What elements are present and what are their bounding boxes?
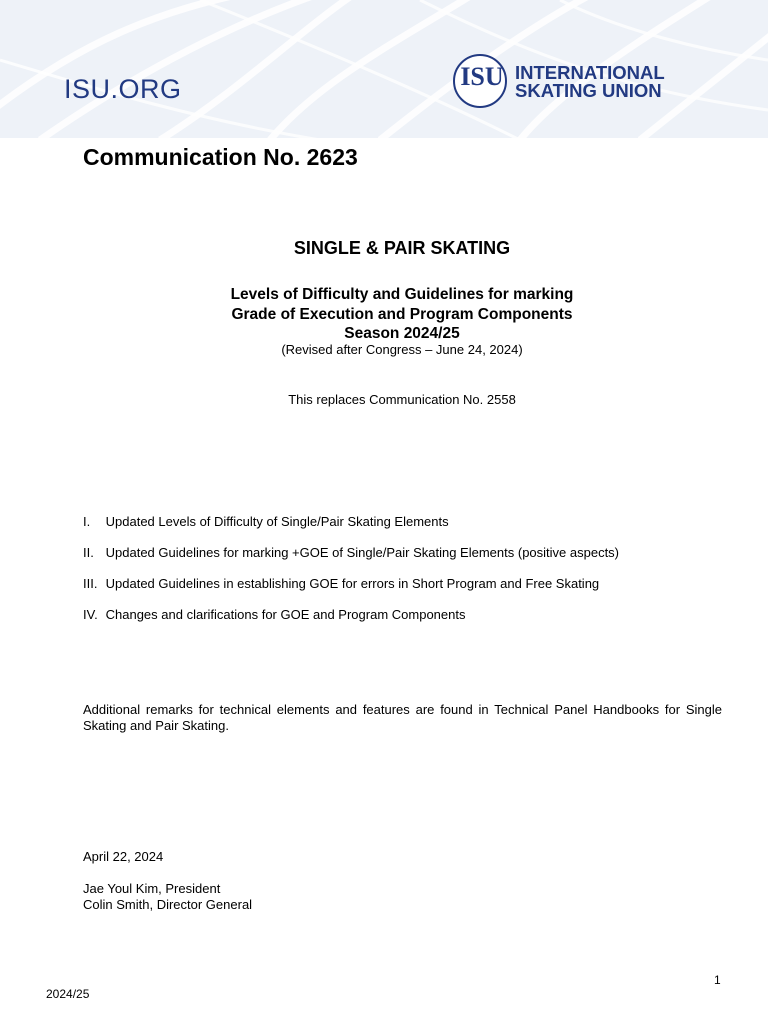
page-number: 1 [714,973,721,987]
additional-remarks: Additional remarks for technical elements and features are found in Technical Panel Handbooks for Single Skating and Pair Skating. [83,702,722,733]
contents-item-text: Updated Guidelines for marking +GOE of Single/Pair Skating Elements (positive aspects) [105,545,620,560]
site-link[interactable]: ISU.ORG [64,74,182,104]
contents-item-text: Updated Levels of Difficulty of Single/Pair Skating Elements [105,514,449,529]
isu-emblem-mark: ISU [460,62,504,91]
contents-item-number: IV. [83,607,98,622]
logo-line-1: INTERNATIONAL [515,62,665,83]
subtitle-season: Season 2024/25 [344,325,460,342]
footer-season: 2024/25 [46,987,90,1001]
communication-title: Communication No. 2623 [83,144,358,170]
logo-line-2: SKATING UNION [515,80,662,101]
contents-item [83,607,723,638]
signatories [83,881,252,913]
contents-item-text: Updated Guidelines in establishing GOE for errors in Short Program and Free Skating [105,576,600,591]
signer-director: Colin Smith, Director General [83,897,253,912]
revised-note: (Revised after Congress – June 24, 2024) [281,342,523,357]
section-title: SINGLE & PAIR SKATING [293,238,511,258]
subtitle-line-1: Levels of Difficulty and Guidelines for marking [230,286,574,303]
subtitle-line-2: Grade of Execution and Program Components [231,305,573,323]
contents-item [83,576,723,607]
contents-item-number: I. [83,514,91,529]
isu-emblem [453,54,507,108]
logo-wordmark [515,64,705,100]
contents-item-number: III. [83,576,98,591]
isu-logo [453,54,703,110]
contents-item [83,514,723,545]
contents-item-text: Changes and clarifications for GOE and Program Components [105,607,466,622]
header-banner [0,0,768,138]
replaces-note: This replaces Communication No. 2558 [288,392,516,407]
contents-list [83,514,723,638]
document-subtitle [83,285,721,344]
signer-president: Jae Youl Kim, President [83,881,221,896]
contents-item-number: II. [83,545,94,560]
document-date: April 22, 2024 [83,849,164,864]
contents-item [83,545,723,576]
